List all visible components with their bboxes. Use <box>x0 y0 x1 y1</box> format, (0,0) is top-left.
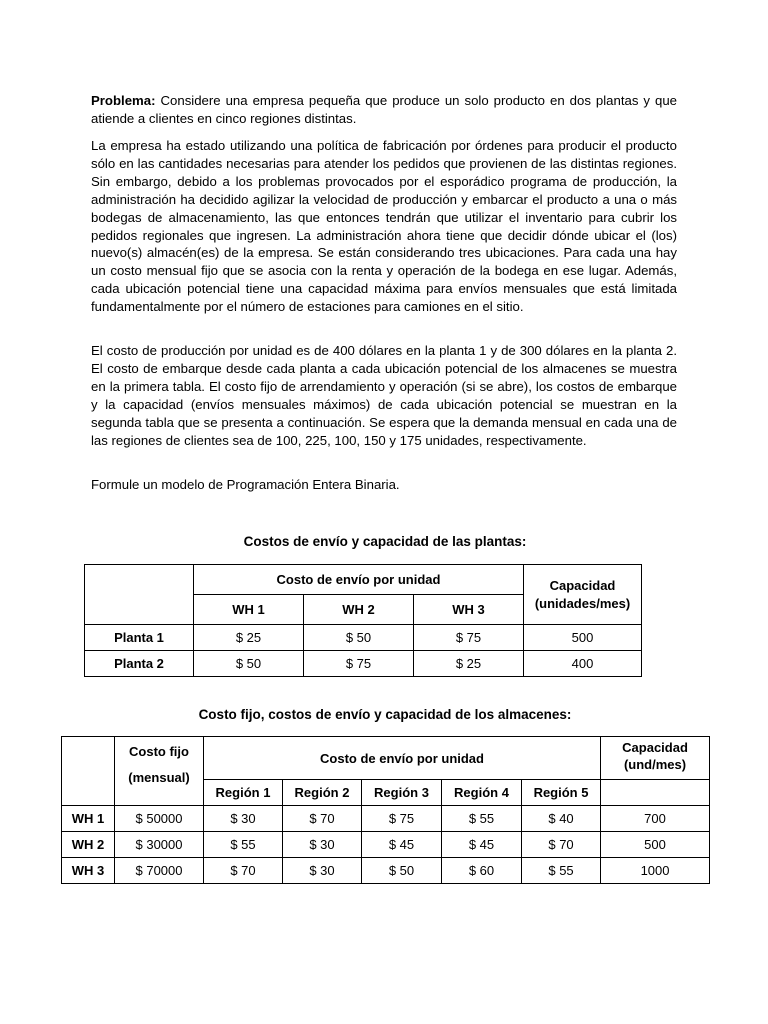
table-cell: $ 50 <box>362 858 442 884</box>
table-cell: 700 <box>601 806 710 832</box>
table-cell: 500 <box>524 625 642 651</box>
table2-title: Costo fijo, costos de envío y capacidad de los almacenes: <box>198 707 572 722</box>
table1-capacity-header <box>524 565 642 625</box>
table-row <box>62 832 710 858</box>
problem-intro-paragraph <box>91 92 677 128</box>
table1-col-wh2: WH 2 <box>304 595 414 625</box>
table-cell: $ 30000 <box>115 832 204 858</box>
problem-intro-text: Considere una empresa pequeña que produce un solo producto en dos plantas y que atiende a clientes en cinco regiones distintas. <box>91 93 677 126</box>
table2-capacity-header-line2: (und/mes) <box>623 757 687 772</box>
table-row <box>62 806 710 832</box>
table2-col-region1: Región 1 <box>204 780 283 806</box>
table2-empty-corner <box>62 737 115 806</box>
table-cell: $ 75 <box>304 651 414 677</box>
table1-empty-corner <box>85 565 194 625</box>
table2-row-label: WH 3 <box>62 858 115 884</box>
table-cell: $ 70 <box>522 832 601 858</box>
table-cell: 400 <box>524 651 642 677</box>
table2-header-row-1 <box>62 737 710 780</box>
table-cell: $ 30 <box>204 806 283 832</box>
table2-fixed-header-line1: Costo fijo <box>129 744 189 759</box>
table-cell: $ 55 <box>522 858 601 884</box>
table-cell: $ 40 <box>522 806 601 832</box>
table-cell: $ 60 <box>442 858 522 884</box>
table-cell: $ 75 <box>362 806 442 832</box>
table2-capacity-blank-cell <box>601 780 710 806</box>
table1-header-row-1 <box>85 565 642 595</box>
table2-col-region2: Región 2 <box>283 780 362 806</box>
table-cell: $ 75 <box>414 625 524 651</box>
table1-row-label: Planta 1 <box>85 625 194 651</box>
table-cell: $ 30 <box>283 858 362 884</box>
problem-label: Problema: <box>91 93 156 108</box>
table-cell: $ 50 <box>194 651 304 677</box>
table-cell: $ 30 <box>283 832 362 858</box>
table-cell: $ 70000 <box>115 858 204 884</box>
table-cell: $ 45 <box>362 832 442 858</box>
problem-paragraph-4: Formule un modelo de Programación Entera Binaria. <box>91 477 400 492</box>
table2-col-region3: Región 3 <box>362 780 442 806</box>
table-cell: $ 25 <box>414 651 524 677</box>
table-row <box>85 625 642 651</box>
warehouse-cost-table <box>61 736 710 884</box>
table2-row-label: WH 1 <box>62 806 115 832</box>
table1-capacity-header-line2: (unidades/mes) <box>534 595 631 611</box>
table2-capacity-header <box>601 737 710 780</box>
table-cell: 500 <box>601 832 710 858</box>
table-cell: $ 70 <box>204 858 283 884</box>
table-cell: $ 45 <box>442 832 522 858</box>
table-cell: $ 50 <box>304 625 414 651</box>
plant-shipping-table <box>84 564 642 677</box>
table2-group-header: Costo de envío por unidad <box>204 737 601 780</box>
table2-fixed-cost-header <box>115 737 204 806</box>
table-row <box>85 651 642 677</box>
table-cell: $ 25 <box>194 625 304 651</box>
table1-title: Costos de envío y capacidad de las plantas: <box>243 534 527 549</box>
table-cell: $ 55 <box>442 806 522 832</box>
problem-paragraph-3: El costo de producción por unidad es de 400 dólares en la planta 1 y de 300 dólares en la planta 2. El costo de embarque desde cada planta a cada ubicación potencial de los almacenes se muestra en la primera tabla. El costo fijo de arrendamiento y operación (si se abre), los costos de embarque y la capacidad (envíos mensuales máximos) de cada ubicación potencial se muestran en la segunda tabla que se presenta a continuación. Se espera que la demanda mensual en cada una de las regiones de clientes sea de 100, 225, 100, 150 y 175 unidades, respectivamente. <box>91 343 677 448</box>
table2-row-label: WH 2 <box>62 832 115 858</box>
table1-col-wh1: WH 1 <box>194 595 304 625</box>
table-row <box>62 858 710 884</box>
table-cell: $ 70 <box>283 806 362 832</box>
table2-capacity-header-line1: Capacidad <box>622 740 688 755</box>
table2-col-region5: Región 5 <box>522 780 601 806</box>
table-cell: $ 55 <box>204 832 283 858</box>
problem-paragraph-2: La empresa ha estado utilizando una política de fabricación por órdenes para producir el producto sólo en las cantidades necesarias para atender los pedidos que provienen de las distintas regiones. Sin embargo, debido a los problemas provocados por el esporádico programa de producción, la administración ha decidido agilizar la velocidad de producción y embarcar el producto a una o más bodegas de almacenamiento, las que entonces tendrán que utilizar el inventario para cubrir los pedidos regionales que ingresen. La administración ahora tiene que decidir dónde ubicar el (los) nuevo(s) almacén(es) de la empresa. Se están considerando tres ubicaciones. Para cada una hay un costo mensual fijo que se asocia con la renta y operación de la bodega en ese lugar. Además, cada ubicación potencial tiene una capacidad máxima para envíos mensuales que está limitada fundamentalmente por el número de estaciones para camiones en el sitio. <box>91 138 677 315</box>
table2-fixed-header-line2: (mensual) <box>128 770 190 785</box>
table-cell: 1000 <box>601 858 710 884</box>
table1-col-wh3: WH 3 <box>414 595 524 625</box>
table1-capacity-header-line1: Capacidad <box>549 577 616 593</box>
table1-row-label: Planta 2 <box>85 651 194 677</box>
table1-group-header: Costo de envío por unidad <box>194 565 524 595</box>
table-cell: $ 50000 <box>115 806 204 832</box>
table2-col-region4: Región 4 <box>442 780 522 806</box>
